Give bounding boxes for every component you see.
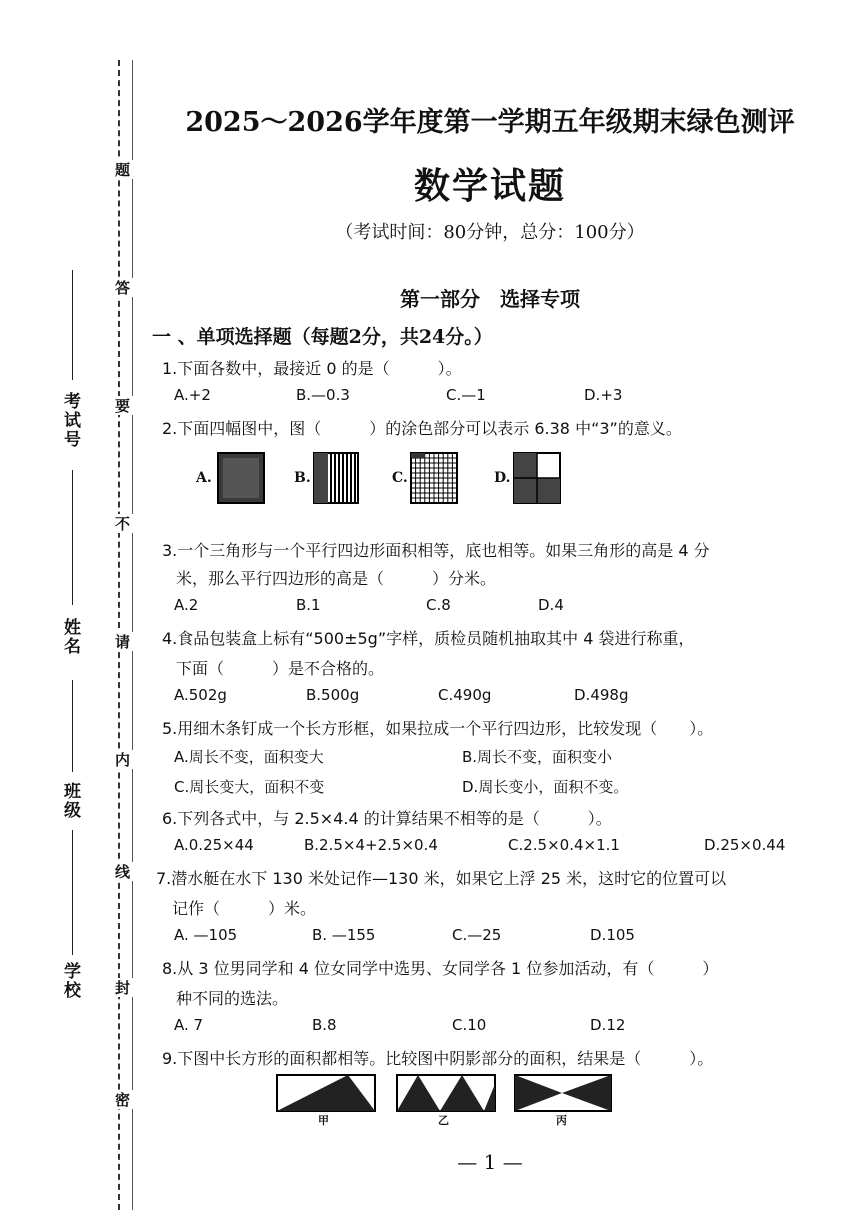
question-1: 1.下面各数中，最接近 0 的是（ ）。 — [162, 359, 462, 378]
figure-label-d[interactable]: D. — [494, 470, 511, 486]
name-label: 姓名 — [60, 618, 80, 656]
option-b[interactable]: B. —155 — [312, 926, 376, 944]
exam-number-label: 考试号 — [60, 392, 80, 449]
option-a[interactable]: A. 7 — [174, 1016, 204, 1034]
seal-char: 不 — [113, 516, 131, 531]
question-8-line2: 种不同的选法。 — [176, 989, 289, 1008]
question-2: 2.下面四幅图中，图（ ）的涂色部分可以表示 6.38 中“3”的意义。 — [162, 419, 682, 438]
question-7-line2: 记作（ ）米。 — [172, 899, 317, 918]
section-heading: 一 、单项选择题（每题2分，共24分。） — [152, 326, 493, 348]
question-8: 8.从 3 位男同学和 4 位女同学中选男、女同学各 1 位参加活动，有（ ） — [162, 959, 719, 978]
option-c[interactable]: C.2.5×0.4×1.1 — [508, 836, 620, 854]
school-blank[interactable] — [72, 830, 73, 955]
page-number: — 1 — — [457, 1150, 523, 1174]
figure-a-fully-shaded — [217, 452, 265, 504]
seal-char: 要 — [113, 398, 131, 413]
option-a[interactable]: A.502g — [174, 686, 227, 704]
figure-label-yi: 乙 — [438, 1114, 449, 1127]
exam-title: 2025～2026学年度第一学期五年级期末绿色测评 — [185, 107, 795, 138]
option-d[interactable]: D.12 — [590, 1016, 626, 1034]
figure-label-b[interactable]: B. — [294, 470, 311, 486]
figure-label-bing: 丙 — [556, 1114, 567, 1127]
option-d[interactable]: D.25×0.44 — [704, 836, 786, 854]
option-c[interactable]: C.—1 — [446, 386, 486, 404]
option-d[interactable]: D.+3 — [584, 386, 623, 404]
figure-label-c[interactable]: C. — [392, 470, 408, 486]
figure-jia — [276, 1074, 376, 1112]
option-a[interactable]: A. —105 — [174, 926, 238, 944]
option-a[interactable]: A.0.25×44 — [174, 836, 254, 854]
option-c[interactable]: C.10 — [452, 1016, 487, 1034]
option-c[interactable]: C.—25 — [452, 926, 502, 944]
figure-d-quarters — [513, 452, 561, 504]
figure-yi — [396, 1074, 496, 1112]
class-blank[interactable] — [72, 680, 73, 772]
option-a[interactable]: A.周长不变，面积变大 — [174, 748, 324, 766]
question-4: 4.食品包装盒上标有“500±5g”字样，质检员随机抽取其中 4 袋进行称重， — [162, 629, 695, 648]
seal-char: 封 — [113, 980, 131, 995]
option-b[interactable]: B.周长不变，面积变小 — [462, 748, 613, 766]
option-d[interactable]: D.4 — [538, 596, 564, 614]
seal-char: 线 — [113, 864, 131, 879]
question-4-line2: 下面（ ）是不合格的。 — [176, 659, 385, 678]
option-a[interactable]: A.2 — [174, 596, 199, 614]
option-b[interactable]: B.2.5×4+2.5×0.4 — [304, 836, 438, 854]
question-6: 6.下列各式中，与 2.5×4.4 的计算结果不相等的是（ ）。 — [162, 809, 612, 828]
figure-label-a[interactable]: A. — [196, 470, 212, 486]
name-blank[interactable] — [72, 470, 73, 605]
option-b[interactable]: B.8 — [312, 1016, 337, 1034]
option-c[interactable]: C.周长变大，面积不变 — [174, 778, 325, 796]
exam-meta: （考试时间：80分钟，总分：100分） — [335, 222, 645, 243]
option-b[interactable]: B.1 — [296, 596, 321, 614]
option-c[interactable]: C.8 — [426, 596, 451, 614]
option-b[interactable]: B.—0.3 — [296, 386, 350, 404]
option-b[interactable]: B.500g — [306, 686, 360, 704]
class-label: 班级 — [60, 782, 80, 820]
seal-char: 内 — [113, 752, 131, 767]
seal-char: 请 — [113, 634, 131, 649]
option-d[interactable]: D.498g — [574, 686, 629, 704]
figure-b-striped — [313, 452, 359, 504]
seal-char: 题 — [113, 162, 131, 177]
subject-title: 数学试题 — [413, 165, 566, 207]
question-7: 7.潜水艇在水下 130 米处记作—130 米，如果它上浮 25 米，这时它的位置可以 — [156, 869, 727, 888]
figure-c-grid — [410, 452, 458, 504]
question-3: 3.一个三角形与一个平行四边形面积相等，底也相等。如果三角形的高是 4 分 — [162, 541, 710, 560]
option-d[interactable]: D.105 — [590, 926, 635, 944]
figure-bing — [514, 1074, 612, 1112]
question-3-line2: 米，那么平行四边形的高是（ ）分米。 — [176, 569, 497, 588]
figure-label-jia: 甲 — [318, 1114, 329, 1127]
question-9: 9.下图中长方形的面积都相等。比较图中阴影部分的面积，结果是（ ）。 — [162, 1049, 714, 1068]
question-5: 5.用细木条钉成一个长方形框，如果拉成一个平行四边形，比较发现（ ）。 — [162, 719, 714, 738]
part-heading: 第一部分 选择专项 — [400, 287, 580, 311]
option-c[interactable]: C.490g — [438, 686, 492, 704]
option-a[interactable]: A.+2 — [174, 386, 211, 404]
option-d[interactable]: D.周长变小，面积不变。 — [462, 778, 629, 796]
seal-char: 密 — [113, 1092, 131, 1107]
school-label: 学校 — [60, 962, 80, 1000]
seal-char: 答 — [113, 280, 131, 295]
exam-number-blank[interactable] — [72, 270, 73, 380]
